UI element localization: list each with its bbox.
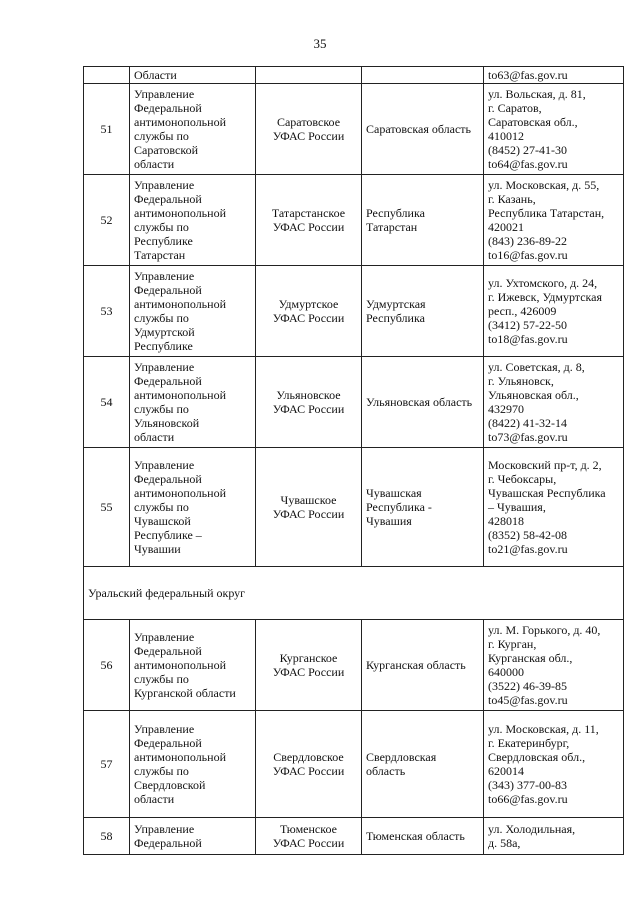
fas-offices-table — [83, 66, 624, 855]
short-name-line: УФАС России — [272, 665, 345, 679]
contact-line: 428018 — [488, 514, 524, 528]
organization-line: Федеральной — [134, 836, 202, 850]
region-line: Саратовская область — [366, 122, 472, 136]
region-cell — [362, 67, 484, 84]
organization-cell — [130, 818, 256, 855]
organization-line: Управление — [134, 458, 195, 472]
organization-line: Управление — [134, 822, 195, 836]
region-cell — [362, 620, 484, 711]
short-name-cell — [256, 67, 362, 84]
table-row — [84, 357, 624, 448]
organization-line: Управление — [134, 269, 195, 283]
organization-line: антимонопольной — [134, 486, 226, 500]
contact-line: Чувашская Республика — [488, 486, 606, 500]
contact-line: 420021 — [488, 220, 524, 234]
organization-line: антимонопольной — [134, 206, 226, 220]
contact-line: д. 58а, — [488, 836, 521, 850]
contact-line: to45@fas.gov.ru — [488, 693, 568, 707]
organization-line: Управление — [134, 87, 195, 101]
contact-line: ул. Советская, д. 8, — [488, 360, 585, 374]
short-name-cell — [256, 84, 362, 175]
organization-line: службы по — [134, 220, 189, 234]
region-line: Чувашская — [366, 486, 422, 500]
organization-line: Саратовской — [134, 143, 198, 157]
region-cell — [362, 266, 484, 357]
contact-line: г. Саратов, — [488, 101, 542, 115]
contact-cell — [484, 620, 624, 711]
organization-line: Федеральной — [134, 736, 202, 750]
row-number-cell: 52 — [84, 175, 130, 266]
organization-line: Управление — [134, 722, 195, 736]
row-number-cell: 57 — [84, 711, 130, 818]
contact-line: ул. М. Горького, д. 40, — [488, 623, 601, 637]
row-number-cell: 53 — [84, 266, 130, 357]
contact-line: Свердловская обл., — [488, 750, 586, 764]
organization-line: службы по — [134, 672, 189, 686]
short-name-cell — [256, 266, 362, 357]
organization-line: Чувашии — [134, 542, 181, 556]
organization-line: Управление — [134, 360, 195, 374]
organization-line: Федеральной — [134, 472, 202, 486]
region-cell — [362, 448, 484, 567]
region-cell — [362, 357, 484, 448]
contact-line: респ., 426009 — [488, 304, 557, 318]
short-name-line: УФАС России — [272, 764, 345, 778]
short-name-line: Ульяновское — [276, 388, 341, 402]
region-cell — [362, 711, 484, 818]
contact-line: Республика Татарстан, — [488, 206, 605, 220]
contact-line: 620014 — [488, 764, 524, 778]
contact-line: to73@fas.gov.ru — [488, 430, 568, 444]
contact-line: (8452) 27-41-30 — [488, 143, 567, 157]
email-line: to63@fas.gov.ru — [488, 68, 568, 82]
organization-line: области — [134, 157, 175, 171]
short-name-cell — [256, 448, 362, 567]
short-name-line: УФАС России — [272, 129, 345, 143]
organization-line: Республике – — [134, 528, 202, 542]
short-name-line: Татарстанское — [271, 206, 346, 220]
organization-line: Области — [134, 68, 177, 82]
organization-cell — [130, 84, 256, 175]
organization-cell — [130, 357, 256, 448]
short-name-line: УФАС России — [272, 836, 345, 850]
short-name-line: УФАС России — [272, 220, 345, 234]
contact-line: to64@fas.gov.ru — [488, 157, 568, 171]
table-row — [84, 84, 624, 175]
short-name-line: Саратовское — [276, 115, 341, 129]
organization-line: области — [134, 430, 175, 444]
table-row — [84, 818, 624, 855]
organization-cell — [130, 620, 256, 711]
organization-line: Республике — [134, 234, 193, 248]
region-line: Тюменская область — [366, 829, 465, 843]
region-cell — [362, 818, 484, 855]
region-cell — [362, 175, 484, 266]
contact-line: (343) 377-00-83 — [488, 778, 567, 792]
region-cell — [362, 84, 484, 175]
row-number-cell: 56 — [84, 620, 130, 711]
organization-line: антимонопольной — [134, 297, 226, 311]
organization-line: Республике — [134, 339, 193, 353]
region-line: Республика — [366, 311, 425, 325]
organization-line: Свердловской — [134, 778, 206, 792]
page-number: 35 — [313, 36, 327, 51]
region-line: Республика — [366, 206, 425, 220]
organization-line: Удмуртской — [134, 325, 195, 339]
region-line: область — [366, 764, 406, 778]
contact-line: г. Екатеринбург, — [488, 736, 570, 750]
contact-cell — [484, 448, 624, 567]
contact-line: ул. Вольская, д. 81, — [488, 87, 586, 101]
short-name-line: Чувашское — [280, 493, 337, 507]
organization-line: антимонопольной — [134, 658, 226, 672]
short-name-line: Свердловское — [273, 750, 344, 764]
organization-line: антимонопольной — [134, 115, 226, 129]
region-line: Удмуртская — [366, 297, 426, 311]
region-line: Курганская область — [366, 658, 466, 672]
contact-line: (8352) 58-42-08 — [488, 528, 567, 542]
table-row — [84, 448, 624, 567]
organization-line: антимонопольной — [134, 388, 226, 402]
organization-line: Федеральной — [134, 283, 202, 297]
row-number-cell: 51 — [84, 84, 130, 175]
contact-line: Московский пр-т, д. 2, — [488, 458, 602, 472]
organization-line: Управление — [134, 178, 195, 192]
organization-line: службы по — [134, 311, 189, 325]
table-row — [84, 67, 624, 84]
table-row — [84, 620, 624, 711]
contact-line: Курганская обл., — [488, 651, 573, 665]
table-row — [84, 711, 624, 818]
short-name-line: УФАС России — [272, 311, 345, 325]
organization-cell — [130, 175, 256, 266]
contact-line: ул. Холодильная, — [488, 822, 576, 836]
contact-line: Саратовская обл., — [488, 115, 578, 129]
organization-cell — [130, 448, 256, 567]
region-line: Республика - — [366, 500, 432, 514]
row-number-cell: 54 — [84, 357, 130, 448]
contact-line: to16@fas.gov.ru — [488, 248, 568, 262]
short-name-line: Курганское — [279, 651, 338, 665]
organization-cell — [130, 266, 256, 357]
contact-line: (843) 236-89-22 — [488, 234, 567, 248]
contact-cell — [484, 357, 624, 448]
contact-cell — [484, 711, 624, 818]
contact-line: 432970 — [488, 402, 524, 416]
organization-line: Курганской области — [134, 686, 236, 700]
federal-district-heading: Уральский федеральный округ — [84, 567, 624, 620]
contact-cell — [484, 818, 624, 855]
short-name-line: УФАС России — [272, 507, 345, 521]
organization-line: службы по — [134, 129, 189, 143]
short-name-line: Тюменское — [280, 822, 337, 836]
contact-line: – Чувашия, — [488, 500, 546, 514]
contact-line: to66@fas.gov.ru — [488, 792, 568, 806]
organization-line: Управление — [134, 630, 195, 644]
row-number-cell — [84, 67, 130, 84]
short-name-line: Удмуртское — [278, 297, 339, 311]
contact-line: ул. Московская, д. 11, — [488, 722, 599, 736]
table-row — [84, 175, 624, 266]
contact-line: (8422) 41-32-14 — [488, 416, 567, 430]
organization-line: службы по — [134, 764, 189, 778]
contact-line: 410012 — [488, 129, 524, 143]
organization-line: Чувашской — [134, 514, 191, 528]
contact-cell — [484, 67, 624, 84]
contact-line: г. Казань, — [488, 192, 536, 206]
row-number-cell: 58 — [84, 818, 130, 855]
organization-line: службы по — [134, 500, 189, 514]
contact-line: Ульяновская обл., — [488, 388, 579, 402]
region-line: Ульяновская область — [366, 395, 473, 409]
contact-cell — [484, 266, 624, 357]
region-line: Татарстан — [366, 220, 418, 234]
contact-line: 640000 — [488, 665, 524, 679]
contact-line: to21@fas.gov.ru — [488, 542, 568, 556]
short-name-cell — [256, 175, 362, 266]
contact-line: to18@fas.gov.ru — [488, 332, 568, 346]
contact-line: г. Чебоксары, — [488, 472, 557, 486]
short-name-cell — [256, 620, 362, 711]
organization-line: Федеральной — [134, 101, 202, 115]
short-name-line: УФАС России — [272, 402, 345, 416]
contact-cell — [484, 84, 624, 175]
district-row — [84, 567, 624, 620]
row-number-cell: 55 — [84, 448, 130, 567]
contact-line: (3522) 46-39-85 — [488, 679, 567, 693]
organization-cell — [130, 67, 256, 84]
organization-line: Татарстан — [134, 248, 186, 262]
organization-line: антимонопольной — [134, 750, 226, 764]
region-line: Чувашия — [366, 514, 412, 528]
contact-cell — [484, 175, 624, 266]
contact-line: ул. Ухтомского, д. 24, — [488, 276, 598, 290]
short-name-cell — [256, 818, 362, 855]
contact-line: г. Курган, — [488, 637, 537, 651]
organization-line: Федеральной — [134, 192, 202, 206]
contact-line: (3412) 57-22-50 — [488, 318, 567, 332]
organization-line: Ульяновской — [134, 416, 200, 430]
short-name-cell — [256, 357, 362, 448]
table-row — [84, 266, 624, 357]
short-name-cell — [256, 711, 362, 818]
organization-line: области — [134, 792, 175, 806]
contact-line: г. Ульяновск, — [488, 374, 554, 388]
region-line: Свердловская — [366, 750, 437, 764]
contact-line: г. Ижевск, Удмуртская — [488, 290, 603, 304]
organization-line: службы по — [134, 402, 189, 416]
organization-line: Федеральной — [134, 374, 202, 388]
organization-line: Федеральной — [134, 644, 202, 658]
organization-cell — [130, 711, 256, 818]
contact-line: ул. Московская, д. 55, — [488, 178, 600, 192]
